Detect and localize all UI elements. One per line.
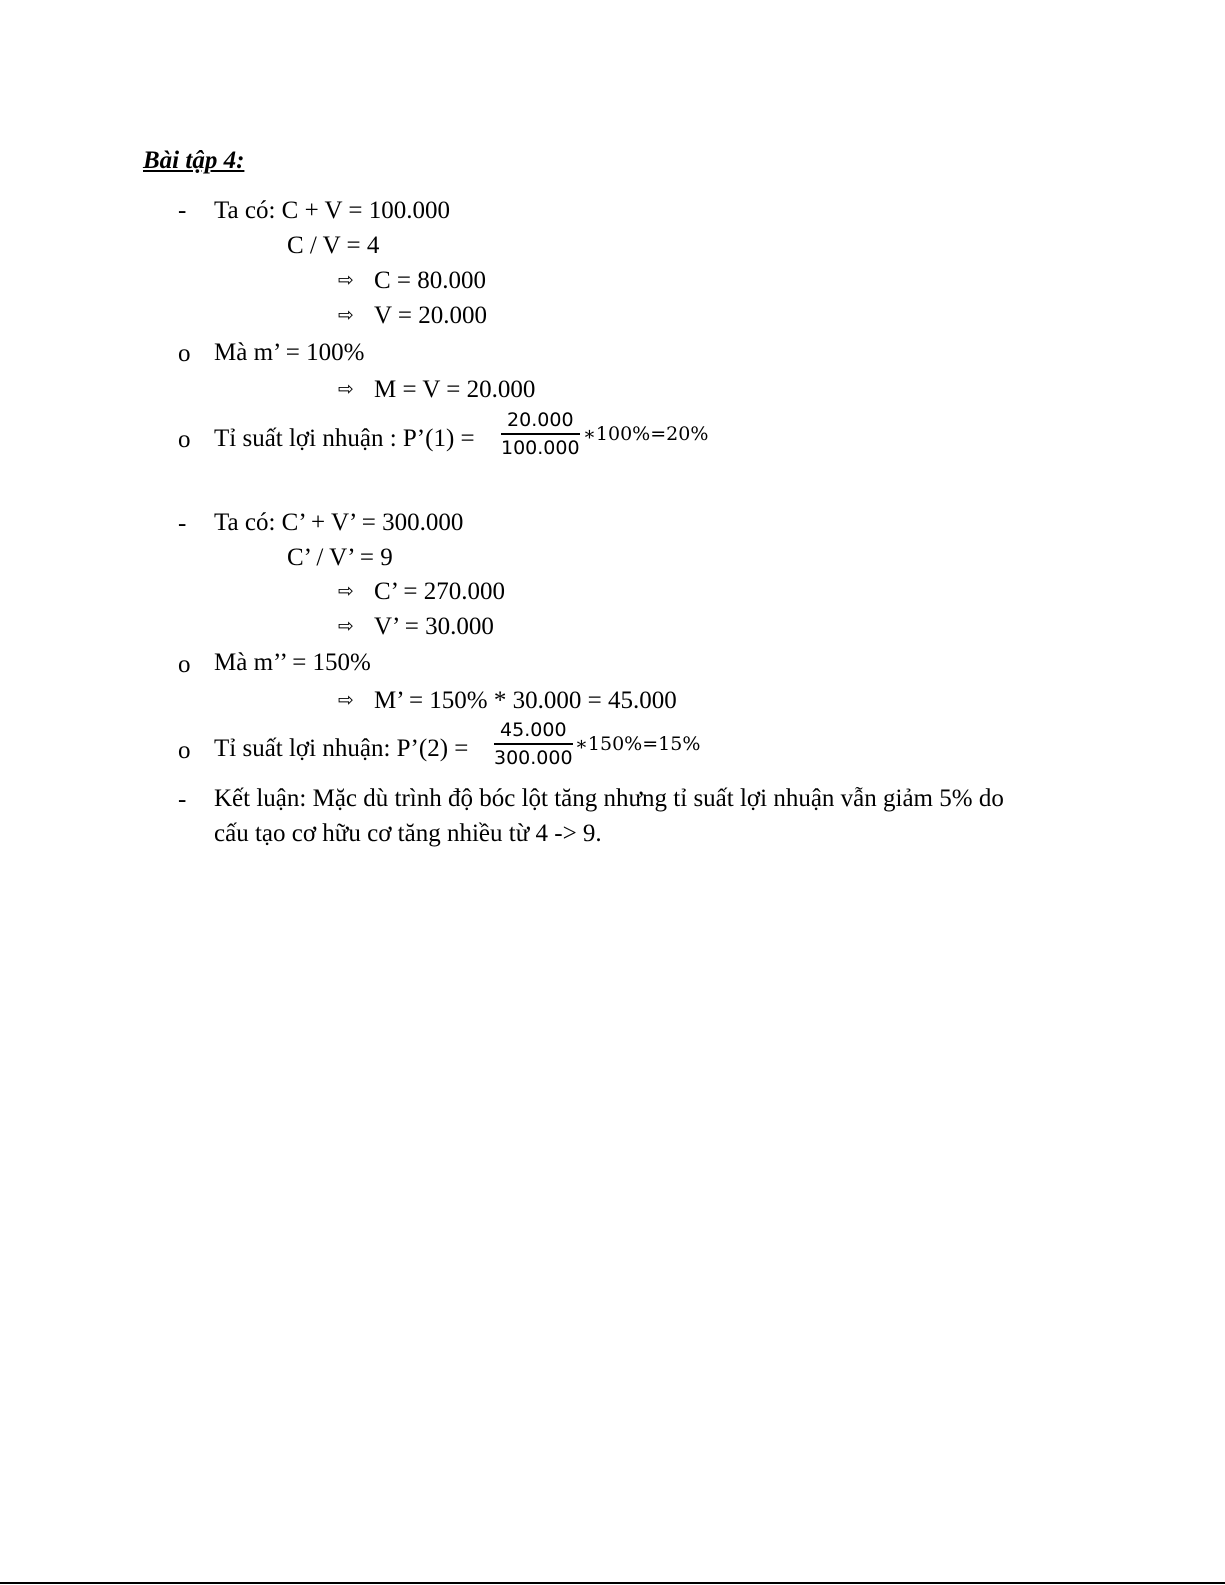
- fraction: [501, 411, 580, 458]
- equation-line: Ta có: C + V = 100.000: [214, 197, 450, 224]
- result-line: V = 20.000: [374, 302, 487, 329]
- conclusion-line: cấu tạo cơ hữu cơ tăng nhiều từ 4 -> 9.: [214, 820, 602, 847]
- page-bottom-border: [0, 1582, 1225, 1584]
- result-line: M’ = 150% * 30.000 = 45.000: [374, 687, 677, 714]
- arrow-right-icon: ⇨: [338, 615, 354, 637]
- list-bullet-dash: -: [178, 786, 187, 813]
- equation-line: Ta có: C’ + V’ = 300.000: [214, 509, 464, 536]
- fraction-result: ∗100%=20%: [583, 423, 709, 445]
- fraction: [494, 721, 573, 768]
- fraction-numerator: 20.000: [507, 409, 574, 431]
- fraction-denominator: 100.000: [501, 436, 580, 459]
- list-bullet-circle: o: [178, 737, 191, 764]
- arrow-right-icon: ⇨: [338, 378, 354, 400]
- fraction-denominator: 300.000: [494, 746, 573, 769]
- exercise-title: Bài tập 4:: [143, 147, 245, 174]
- equation-line: Mà m’ = 100%: [214, 339, 365, 366]
- result-line: M = V = 20.000: [374, 376, 536, 403]
- list-bullet-dash: -: [178, 510, 187, 537]
- arrow-right-icon: ⇨: [338, 304, 354, 326]
- list-bullet-circle: o: [178, 340, 191, 367]
- profit-rate-label: Tỉ suất lợi nhuận : P’(1) =: [214, 425, 475, 452]
- list-bullet-dash: -: [178, 197, 187, 224]
- equation-line: Mà m’’ = 150%: [214, 649, 371, 676]
- fraction-bar: [501, 433, 580, 435]
- arrow-right-icon: ⇨: [338, 580, 354, 602]
- result-line: V’ = 30.000: [374, 613, 494, 640]
- equation-line: C / V = 4: [287, 232, 380, 259]
- arrow-right-icon: ⇨: [338, 689, 354, 711]
- profit-rate-label: Tỉ suất lợi nhuận: P’(2) =: [214, 735, 469, 762]
- arrow-right-icon: ⇨: [338, 269, 354, 291]
- result-line: C = 80.000: [374, 267, 487, 294]
- fraction-result: ∗150%=15%: [575, 733, 701, 755]
- list-bullet-circle: o: [178, 651, 191, 678]
- result-line: C’ = 270.000: [374, 578, 505, 605]
- list-bullet-circle: o: [178, 426, 191, 453]
- equation-line: C’ / V’ = 9: [287, 544, 393, 571]
- conclusion-line: Kết luận: Mặc dù trình độ bóc lột tăng nhưng tỉ suất lợi nhuận vẫn giảm 5% do: [214, 785, 1004, 812]
- fraction-numerator: 45.000: [500, 719, 567, 741]
- fraction-bar: [494, 743, 573, 745]
